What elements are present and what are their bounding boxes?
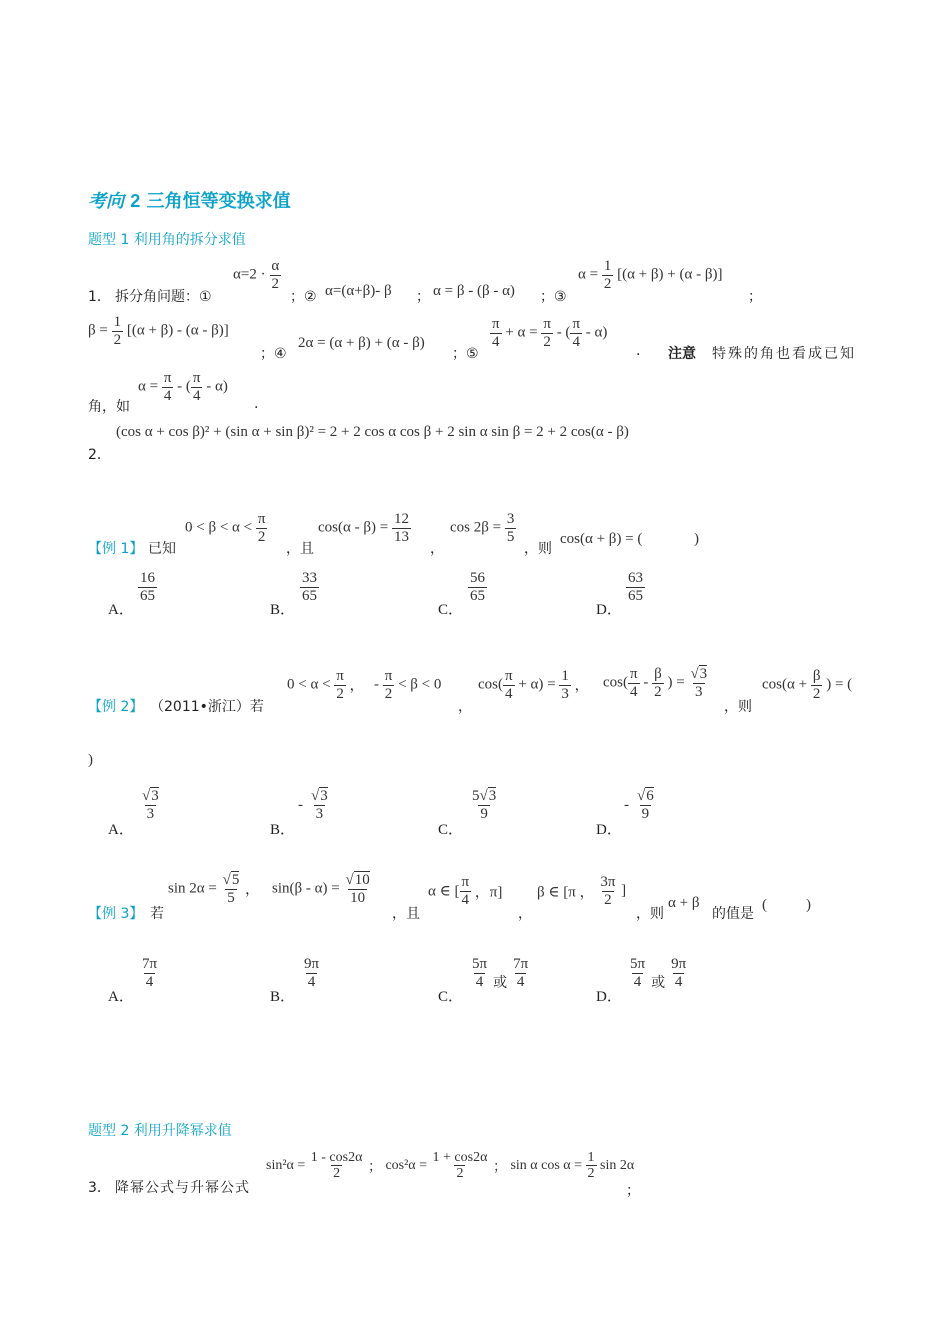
ex1-option-1-value [300,570,319,604]
item1-f8-frac-a [162,370,174,404]
item1-f7-b-den: 2 [543,333,551,350]
ex2-then: ，则 [724,699,752,715]
item1-f4-left: α = [578,266,599,283]
ex1-c2-frac [392,511,411,545]
ex1-c3-frac [505,511,517,545]
item1-f7-frac-b [541,316,553,350]
ex1-c3-den: 5 [506,528,515,545]
item1-f7-frac-a [490,316,502,350]
item3-formulas [266,1150,634,1182]
ex3-option-2-b-num: 7π [513,956,529,972]
ex2-option-0-frac [140,788,161,822]
ex3-condition3 [428,874,502,908]
ex3-option-3-b-den: 4 [674,973,683,990]
ex3-option-3-b-num: 9π [671,956,687,972]
ex3-c1-rad: 5 [231,872,240,888]
item3-f2-left: cos²α = [385,1157,428,1173]
ex2-c2-frac [383,668,395,702]
ex3-c1-num-wrap: √5 [222,872,240,888]
ex3-condition2 [272,872,372,906]
ex2-c1-frac [334,668,346,702]
item1-f5-left: β = [88,322,108,339]
ex3-option-1-a-num: 9π [304,956,320,972]
ex3-option-0-value [140,956,159,990]
item3-f3-num: 1 [587,1150,595,1165]
ex2-c4-bfrac [652,666,664,700]
item1-number: 1． [88,289,111,305]
ex1-option-3-value [626,570,645,604]
ex3-option-2-or: 或 [493,975,508,991]
ex2-option-1-value [298,788,330,822]
item1-f8-frac-b [191,370,203,404]
item1-f1-den: 2 [271,275,279,292]
item1-f1-num: α [271,258,280,274]
ex3-option-0-letter: A． [108,989,134,1005]
ex1-close: ) [694,531,699,547]
ex3-option-3-or: 或 [651,975,666,991]
ex2-option-3-den: 9 [641,805,650,822]
item1-f4-right: [(α + β) + (α - β)] [617,266,723,283]
ex2-option-3-letter: D． [596,822,622,838]
ex2-option-1-letter: B． [270,822,296,838]
ex3-c4-left: β ∈ [π ， [537,884,595,901]
item3-f1-left: sin²α = [266,1157,306,1173]
ex2-option-3-radicand: 6 [646,788,654,804]
ex1-option-0-frac [138,570,157,604]
ex1-option-0-value [138,570,157,604]
item1-f4-frac [602,258,614,292]
ex3-option-0-a-frac [140,956,159,990]
item1-f8-b-den: 4 [192,387,201,404]
ex2-option-3-value [624,788,656,822]
ex1-c2-num: 12 [393,511,409,527]
ex2-option-1-radicand: 3 [320,788,328,804]
item1-f1-left: α=2 · [233,266,266,283]
ex3-then: ，则 [636,906,664,922]
ex2-c1-den: 2 [336,685,344,702]
ex2-ask-end: ) = ( [826,676,853,693]
ex1-option-2-num: 56 [470,570,485,586]
ex1-then: ，则 [524,541,552,557]
item1-formula6: 2α = (α + β) + (α - β) [298,335,425,351]
item1-sep2: ； [416,289,430,305]
ex2-c4-frac [628,666,640,700]
ex2-c3-rnum: 1 [561,668,569,684]
ex2-c4-rfrac [688,666,709,700]
section-title-text: 三角恒等变换求值 [146,191,291,212]
note-text: 特殊的角也看成已知 [712,346,856,362]
ex3-paren-open: ( [762,897,767,913]
item2-formula: (cos α + cos β)² + (sin α + sin β)² = 2 + 2 cos α cos β + 2 sin α sin β = 2 + 2 cos(α - β) [116,424,629,440]
ex1-label: 【例 1】 [88,541,144,557]
item3-f1-num: 1 - cos2α [310,1150,363,1165]
ex3-c4-den: 2 [604,891,612,908]
ex2-option-3-sign: - [624,796,629,813]
ex1-option-2-den: 65 [470,587,485,604]
item3-f1-den: 2 [333,1166,341,1182]
ex3-c2-num-wrap: √10 [345,872,370,888]
ex1-option-1-num: 33 [302,570,317,586]
ex2-option-3-frac [635,788,656,822]
ex2-comma3: ， [574,678,589,694]
ex2-c4-rden: 3 [695,683,703,700]
item1-f7-end: - α) [585,324,608,341]
note-label: 注意 [668,346,696,362]
ex3-c3-end: ，π] [474,884,503,901]
ex3-c1-left: sin 2α = [168,880,217,897]
ex2-option-3-num: √6 [637,788,654,804]
ex2-condition2 [374,668,441,702]
ex3-paren-close: ) [806,897,811,913]
ex3-option-1-a-frac [302,956,321,990]
ex2-option-2-value [470,788,498,822]
ex3-c2-frac [343,872,371,906]
ex1-option-0-num: 16 [140,570,155,586]
ex3-option-0-a-num: 7π [142,956,158,972]
ex3-c3-den: 4 [461,891,469,908]
section-title [88,187,291,213]
item3-number: 3． [88,1180,111,1196]
ex1-comma: ， [430,541,444,557]
type1-heading: 题型 1 利用角的拆分求值 [88,232,246,248]
item1-f7-b-num: π [543,316,551,332]
item1-sep6: ；⑤ [452,346,479,362]
ex2-c4-rnum-wrap: √3 [690,666,708,682]
item1-f7-mid: + α = [505,324,538,341]
ex3-option-0-a-den: 4 [145,973,154,990]
item3-sep2: ； [492,1159,507,1175]
ex3-c4-end: ] [621,882,627,899]
ex3-option-3-a-frac [628,956,647,990]
item1-f1-frac [269,258,281,292]
ex1-lead: 已知 [148,541,176,557]
ex2-c3-mid: + α) = [518,676,556,693]
item1-sep4: ； [748,289,762,305]
ex2-c2-num: π [384,668,393,684]
ex3-option-3-a-den: 4 [633,973,642,990]
ex3-ask: 的值是 [712,906,754,922]
ex2-condition1 [287,668,364,702]
item1-formula4 [578,258,722,292]
item1-f7-frac-c [570,316,582,350]
ex2-source: （2011•浙江）若 [150,699,264,715]
ex1-condition2 [318,511,411,545]
ex2-option-1-num: √3 [311,788,328,804]
ex3-expr: α + β [668,895,700,911]
ex3-lead: 若 [150,906,164,922]
ex3-option-1-letter: B． [270,989,296,1005]
ex2-option-2-num: 5√3 [472,788,497,804]
type2-heading: 题型 2 利用升降幂求值 [88,1123,232,1139]
item3-f3-left: sin α cos α = [510,1157,583,1173]
ex1-c2-left: cos(α - β) = [318,519,389,536]
ex2-option-0-radicand: 3 [151,788,159,804]
ex2-option-0-letter: A． [108,822,134,838]
item1-f8-end: - α) [206,378,228,395]
ex2-c3-rden: 3 [561,685,569,702]
ex2-c4-bden: 2 [654,683,662,700]
ex1-option-2-value [468,570,487,604]
ex3-option-2-letter: C． [438,989,464,1005]
ex3-comma1: ， [245,882,260,898]
item1-f8-mid: - ( [177,378,191,395]
ex2-ask-frac [811,668,823,702]
ex3-comma2: ， [518,906,532,922]
ex3-option-2-a-den: 4 [475,973,484,990]
ex2-c4-rnum: 3 [699,666,708,682]
item1-sep1: ；② [290,289,317,305]
ex1-option-0-letter: A． [108,602,134,618]
item1-f8-a-den: 4 [163,387,172,404]
item1-f7-c: - ( [556,324,571,341]
item1-f5-num: 1 [113,314,122,330]
ex2-option-2-den: 9 [480,805,488,822]
item3-f2-num: 1 + cos2α [432,1150,488,1165]
ex2-c4-bnum: β [654,666,662,682]
ex2-c3-left: cos( [478,676,503,693]
item3-f3-right: sin 2α [600,1157,635,1173]
item3-f1-frac [309,1150,365,1182]
ex3-c3-num: π [461,874,470,890]
ex3-option-1-value [302,956,321,990]
item1-f4-den: 2 [603,275,612,292]
ex2-c2-den: 2 [384,685,393,702]
ex1-condition1 [185,511,267,545]
item1-f8-a-num: π [163,370,172,386]
ex3-c4-num: 3π [600,874,616,890]
ex3-c4-frac [598,874,617,908]
ex1-option-1-frac [300,570,319,604]
ex1-ask: cos(α + β) = ( [560,531,643,547]
ex3-c2-rad: 10 [354,872,370,888]
item3-f3-frac [586,1150,597,1182]
ex2-option-1-den: 3 [315,805,324,822]
ex1-c1-num: π [257,511,266,527]
ex2-condition3 [478,668,589,702]
item1-dot: . [636,343,641,359]
ex1-c1-frac [256,511,268,545]
ex2-option-2-radicand: 3 [488,788,497,804]
ex3-option-3-letter: D． [596,989,622,1005]
ex2-condition4 [603,666,709,700]
item1-f7-c-den: 4 [572,333,580,350]
item1-formula7 [490,316,607,350]
ex1-option-3-frac [626,570,645,604]
ex1-condition3 [450,511,516,545]
ex2-c4-eq: ) = [667,674,685,691]
ex3-c2-den: 10 [350,889,366,906]
note-line2: 角，如 [88,399,130,415]
ex2-c4-left: cos( [603,674,628,691]
ex1-option-3-letter: D． [596,602,622,618]
ex2-comma1: ， [349,678,364,694]
ex3-c1-den: 5 [227,889,235,906]
item1-lead: 拆分角问题：① [115,289,212,305]
ex2-ask [762,668,852,702]
item1-f5-frac [112,314,124,348]
ex1-c3-num: 3 [506,511,515,527]
item1-formula1 [233,258,281,292]
ex3-option-3-b-frac [669,956,688,990]
item3-f3-den: 2 [587,1166,595,1182]
item1-end-dot: . [254,396,259,412]
item1-f7-a-den: 4 [492,333,500,350]
section-title-prefix: 考向 [88,191,124,212]
item1-formula8 [138,370,228,404]
item1-f7-a-num: π [492,316,500,332]
ex1-c1-den: 2 [257,528,266,545]
ex1-option-2-frac [468,570,487,604]
ex3-condition4 [537,874,626,908]
ex2-c1-num: π [336,668,344,684]
ex2-ask-num: β [812,668,821,684]
ex3-option-2-a-frac [470,956,489,990]
ex1-option-3-den: 65 [628,587,643,604]
ex2-comma2: ， [458,699,472,715]
ex3-c2-left: sin(β - α) = [272,880,340,897]
ex2-ask-left: cos(α + [762,676,808,693]
ex2-option-2-letter: C． [438,822,464,838]
ex2-ask-den: 2 [812,685,821,702]
item2-number: 2． [88,447,111,463]
ex2-label: 【例 2】 [88,699,144,715]
ex3-option-2-value [470,956,530,990]
item1-f5-den: 2 [113,331,122,348]
ex2-c3-rfrac [559,668,571,702]
ex3-option-3-value [628,956,688,990]
item1-sep5: ；④ [260,346,287,362]
ex3-option-1-a-den: 4 [307,973,316,990]
item1-f5-right: [(α + β) - (α - β)] [126,322,229,339]
section-title-number: 2 [130,191,141,211]
ex2-option-0-num: √3 [142,788,159,804]
ex2-c3-frac [503,668,515,702]
ex2-option-0-den: 3 [146,805,155,822]
ex2-c4-num: π [630,666,638,682]
item1-f4-num: 1 [603,258,612,274]
ex2-option-0-value [140,788,161,822]
ex1-and: ，且 [286,541,314,557]
item1-f8-b-num: π [192,370,201,386]
item3-sep1: ； [367,1159,382,1175]
item1-formula5 [88,314,229,348]
ex1-c1: 0 < β < α < [185,519,253,536]
item1-formula3: α = β - (β - α) [433,283,515,299]
item3-lead: 降幂公式与升幂公式 [115,1180,250,1196]
item1-f8-left: α = [138,378,159,395]
item3-f2-frac [431,1150,490,1182]
ex1-c3-left: cos 2β = [450,519,502,536]
ex1-option-2-letter: C． [438,602,464,618]
ex2-c2-pre: - [374,676,379,693]
ex2-option-1-frac [309,788,330,822]
ex3-option-3-a-num: 5π [630,956,646,972]
ex2-c4-den: 4 [630,683,638,700]
ex2-c4-mid: - [643,674,649,691]
ex2-option-2-frac [470,788,498,822]
ex3-label: 【例 3】 [88,906,144,922]
item3-end: ； [626,1183,640,1199]
ex2-c2-post: < β < 0 [398,676,442,693]
ex1-option-3-num: 63 [628,570,643,586]
item1-f7-c-num: π [572,316,581,332]
ex1-option-1-den: 65 [302,587,317,604]
ex1-c2-den: 13 [393,528,409,545]
ex3-c3-left: α ∈ [ [428,883,460,900]
ex3-c3-frac [459,874,471,908]
ex3-option-2-a-num: 5π [472,956,488,972]
ex3-option-2-b-den: 4 [516,973,525,990]
ex3-option-2-b-frac [511,956,530,990]
ex3-and: ，且 [392,906,420,922]
ex2-close: ) [88,752,93,768]
item1-sep3: ；③ [540,289,567,305]
ex2-c3-num: π [505,668,513,684]
ex2-c1: 0 < α < [287,676,331,693]
ex1-option-1-letter: B． [270,602,296,618]
ex2-c3-den: 4 [505,685,513,702]
ex2-option-1-sign: - [298,796,303,813]
ex1-option-0-den: 65 [140,587,155,604]
ex3-condition1 [168,872,259,906]
item1-formula2: α=(α+β)- β [325,283,392,299]
item3-f2-den: 2 [456,1166,464,1182]
ex3-c1-frac [221,872,242,906]
